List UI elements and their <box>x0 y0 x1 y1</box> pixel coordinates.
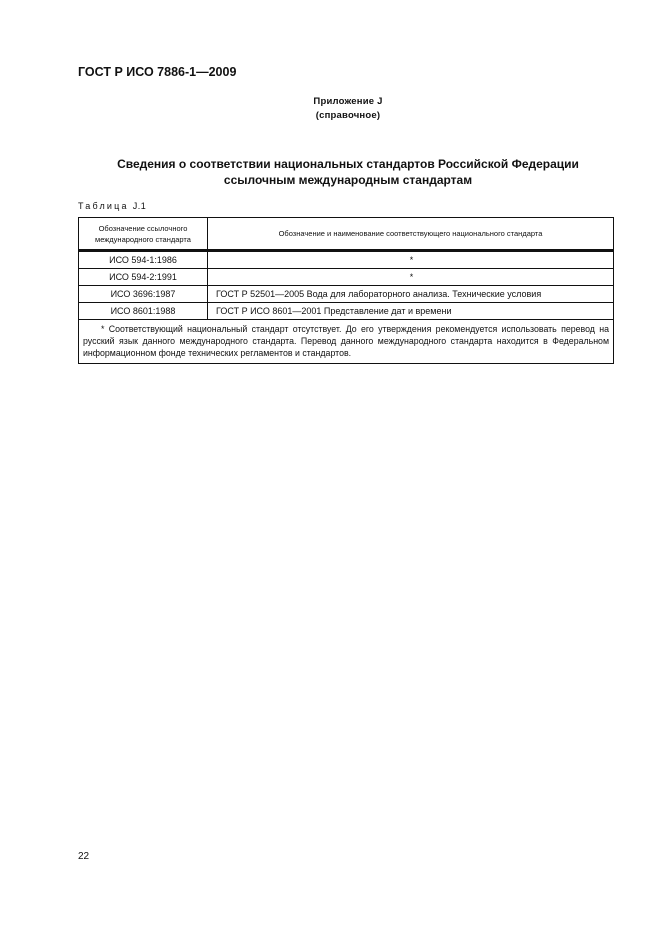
table-row <box>79 286 614 303</box>
column-header-line: Обозначение ссылочного <box>98 223 188 233</box>
table-header-row <box>79 218 614 251</box>
table-row <box>79 251 614 269</box>
heading-line-2: ссылочным международным стандартам <box>223 173 473 187</box>
table-caption-label: Таблица <box>78 201 129 211</box>
cell-international: ИСО 594-2:1991 <box>79 269 208 286</box>
heading-line-1: Сведения о соответствии национальных стандартов Российской Федерации <box>117 157 579 171</box>
column-header-national: Обозначение и наименование соответствующего национального стандарта <box>208 218 614 251</box>
cell-international: ИСО 8601:1988 <box>79 303 208 320</box>
cell-international: ИСО 3696:1987 <box>79 286 208 303</box>
page-number: 22 <box>78 851 90 862</box>
table-footnote-row <box>79 320 614 364</box>
column-header-international <box>79 218 208 251</box>
cell-national: ГОСТ Р ИСО 8601—2001 Представление дат и времени <box>208 303 614 320</box>
table-row <box>79 269 614 286</box>
annex-title: Приложение J <box>313 96 383 107</box>
cell-national: ГОСТ Р 52501—2005 Вода для лабораторного анализа. Технические условия <box>208 286 614 303</box>
section-heading <box>0 156 661 188</box>
cell-national: * <box>208 269 614 286</box>
cell-international: ИСО 594-1:1986 <box>79 251 208 269</box>
document-code: ГОСТ Р ИСО 7886-1—2009 <box>78 65 237 79</box>
table-footnote <box>79 320 614 364</box>
column-header-line: международного стандарта <box>95 234 191 244</box>
table-caption <box>78 201 146 211</box>
table-row <box>79 303 614 320</box>
cell-national: * <box>208 251 614 269</box>
footnote-text: * Соответствующий национальный стандарт отсутствует. До его утверждения рекомендуется использовать перевод на русский язык данного международного стандарта. Перевод данного международного стандарта находится в Федеральном информационном фонде технических регламентов и стандартов. <box>83 324 609 358</box>
correspondence-table <box>78 217 614 364</box>
annex-type: (справочное) <box>315 110 381 121</box>
table-caption-number: J.1 <box>132 201 147 211</box>
